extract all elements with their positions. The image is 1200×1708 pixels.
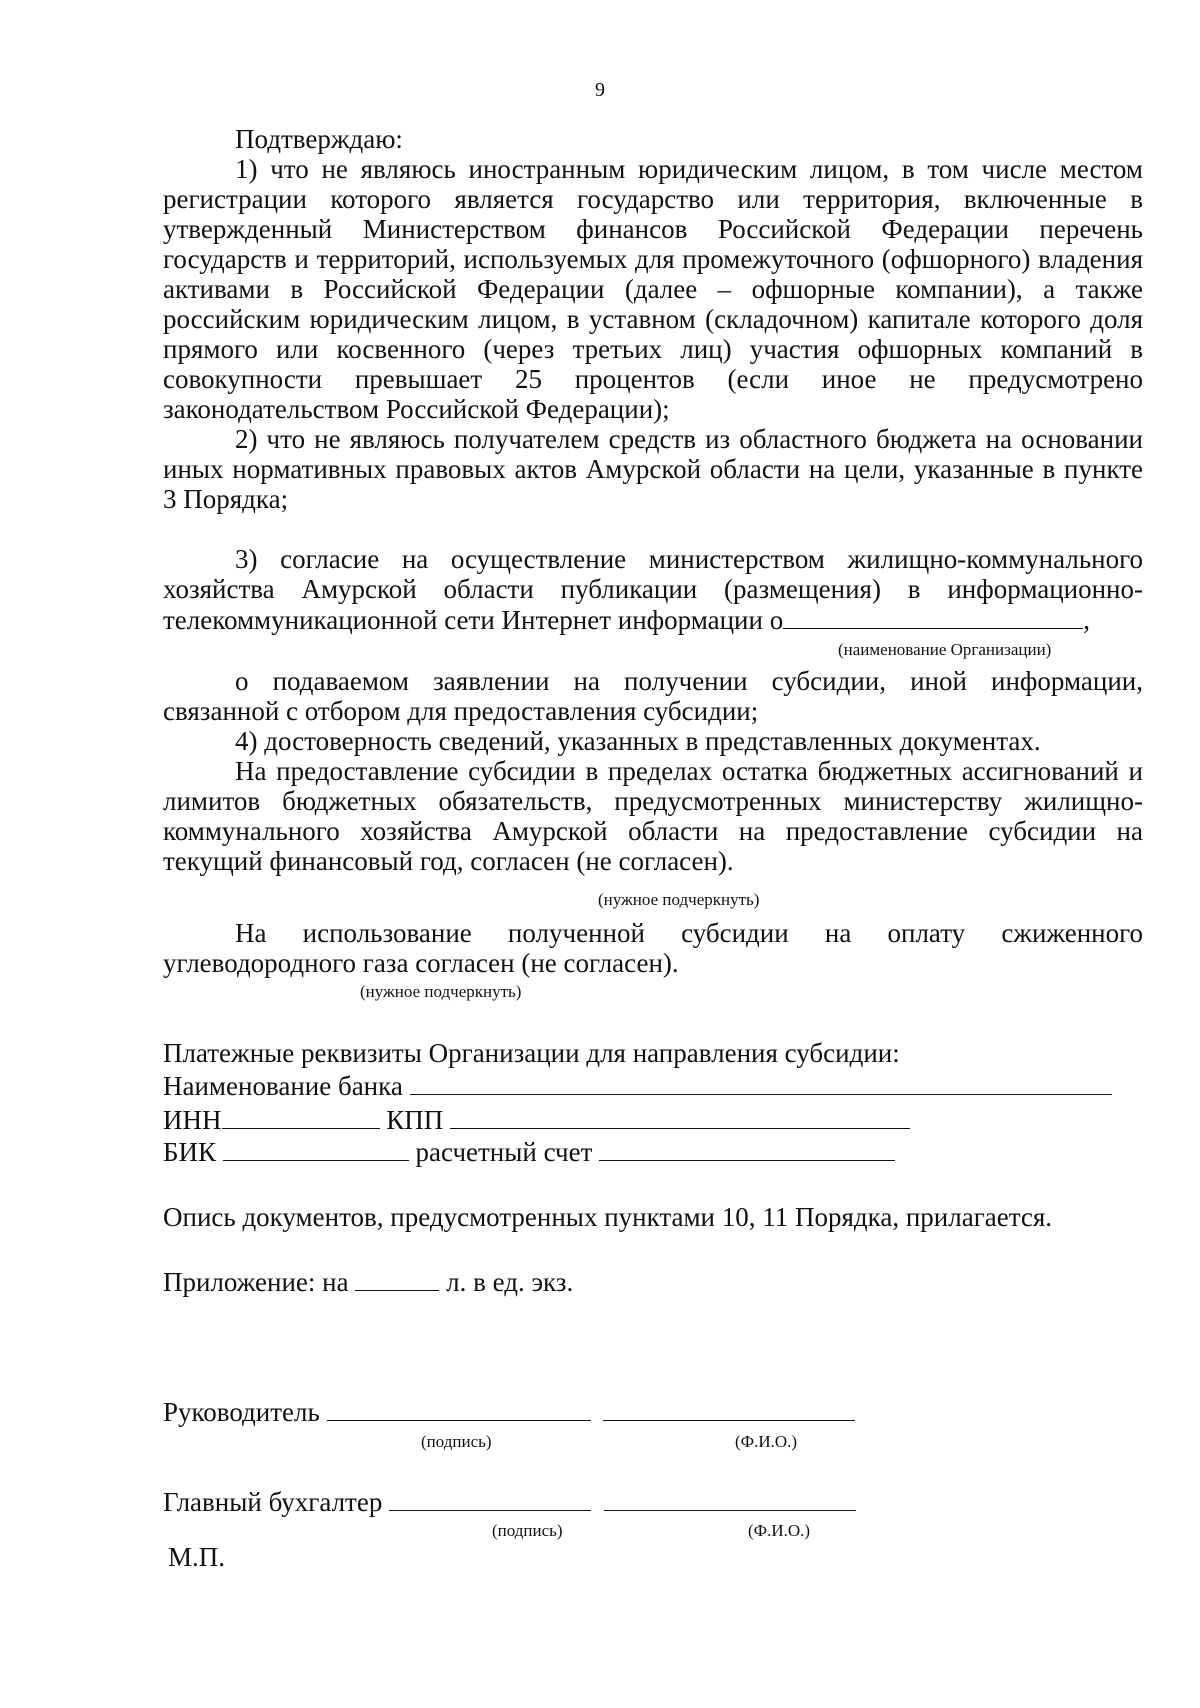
chief-accountant-signature-caption: (подпись) (492, 1521, 563, 1540)
item-3-line-3 (163, 604, 1143, 635)
inventory-note: Опись документов, предусмотренных пунктами 10, 11 Порядка, прилагается. (163, 1202, 1053, 1232)
stamp-place: М.П. (168, 1542, 226, 1572)
kpp-field[interactable] (450, 1104, 910, 1129)
head-name-caption: (Ф.И.О.) (735, 1432, 798, 1451)
bank-label: Наименование банка (163, 1071, 403, 1101)
org-name-field[interactable] (783, 604, 1083, 629)
item-3-line-3-text: телекоммуникационной сети Интернет информации о (163, 605, 784, 635)
account-label: расчетный счет (415, 1137, 593, 1167)
bik-label: БИК (163, 1137, 217, 1167)
chief-accountant-row (163, 1486, 856, 1517)
item-4: 4) достоверность сведений, указанных в представленных документах. (235, 726, 1041, 756)
item-1: 1) что не являюсь иностранным юридическим лицом, в том числе местом регистрации которого является государство или территория, включенные в утвержденный Министерством финансов Российской Федерации перечень государств и территорий, используемых для промежуточного (офшорного) владения активами в Российской Федерации (далее – офшорные компании), а также российским юридическим лицом, в уставном (складочном) капитале которого доля прямого или косвенного (через третьих лиц) участия офшорных компаний в совокупности превышает 25 процентов (если иное не предусмотрено законодательством Российской Федерации); (163, 154, 1143, 424)
confirm-heading: Подтверждаю: (235, 124, 403, 154)
inn-field[interactable] (222, 1104, 380, 1129)
head-signature-caption: (подпись) (421, 1432, 492, 1451)
inn-kpp-row (163, 1104, 910, 1135)
bank-name-field[interactable] (410, 1070, 1112, 1095)
item-3-line-2: хозяйства Амурской области публикации (размещения) в информационно- (163, 574, 1143, 604)
underline-note-1: (нужное подчеркнуть) (598, 890, 760, 909)
payment-heading: Платежные реквизиты Организации для направления субсидии: (163, 1038, 900, 1068)
head-signature-field[interactable] (327, 1396, 591, 1421)
item-3-continuation-block (163, 666, 1143, 876)
attachment-pages-field[interactable] (355, 1266, 439, 1291)
consent-gas-block (163, 918, 1143, 978)
bik-account-row (163, 1136, 895, 1167)
bank-row (163, 1070, 1112, 1101)
chief-accountant-signature-field[interactable] (389, 1486, 591, 1511)
head-label: Руководитель (163, 1397, 320, 1427)
attachment-suffix: л. в ед. экз. (446, 1267, 574, 1297)
chief-accountant-name-caption: (Ф.И.О.) (748, 1521, 811, 1540)
page-number: 9 (595, 79, 605, 101)
chief-accountant-label: Главный бухгалтер (163, 1487, 383, 1517)
account-field[interactable] (599, 1136, 895, 1161)
org-name-caption: (наименование Организации) (838, 640, 1052, 659)
inn-label: ИНН (163, 1105, 222, 1135)
item-3-line-1: 3) согласие на осуществление министерством жилищно-коммунального (235, 544, 1143, 574)
head-signature-row (163, 1396, 855, 1427)
chief-accountant-name-field[interactable] (604, 1486, 856, 1511)
item-2: 2) что не являюсь получателем средств из областного бюджета на основании иных нормативных правовых актов Амурской области на цели, указанные в пункте 3 Порядка; (163, 424, 1143, 514)
kpp-label: КПП (386, 1105, 444, 1135)
consent-gas: На использование полученной субсидии на оплату сжиженного углеводородного газа согласен (не согласен). (163, 918, 1143, 978)
consent-budget: На предоставление субсидии в пределах остатка бюджетных ассигнований и лимитов бюджетных обязательств, предусмотренных министерству жилищно-коммунального хозяйства Амурской области на предоставление субсидии на текущий финансовый год, согласен (не согласен). (163, 756, 1143, 876)
attachment-row (163, 1266, 573, 1297)
head-name-field[interactable] (603, 1396, 855, 1421)
underline-note-2: (нужное подчеркнуть) (360, 982, 522, 1001)
item-3-comma: , (1083, 605, 1090, 635)
item-3-continuation: о подаваемом заявлении на получении субсидии, иной информации, связанной с отбором для предоставления субсидии; (163, 666, 1143, 726)
attachment-prefix: Приложение: на (163, 1267, 349, 1297)
item-3 (163, 544, 1143, 635)
bik-field[interactable] (223, 1136, 409, 1161)
confirmation-section (163, 124, 1143, 514)
